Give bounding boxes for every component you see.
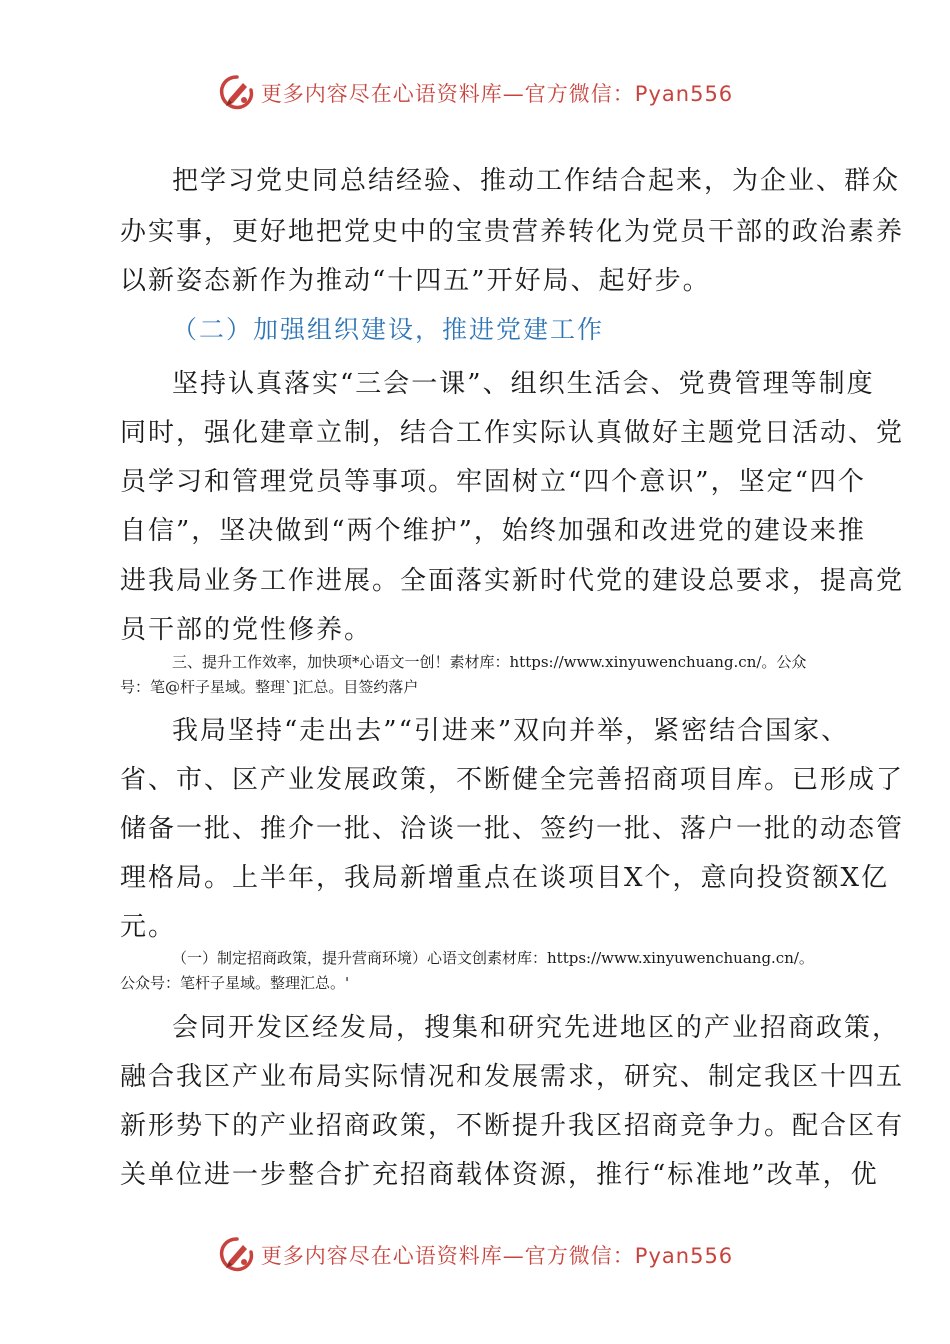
paragraph-line: 进我局业务工作进展。全面落实新时代党的建设总要求，提高党 <box>120 566 905 596</box>
subsection-title-small: 公众号：笔杆子星域。整理汇总。' <box>120 974 350 992</box>
subsection-title-small: （一）制定招商政策，提升营商环境）心语文创素材库：https://www.xinyuwenchuang.cn/。 <box>172 949 814 967</box>
paragraph-line: 融合我区产业布局实际情况和发展需求，研究、制定我区十四五 <box>120 1062 905 1092</box>
paragraph-line: 员学习和管理党员等事项。牢固树立“四个意识”，坚定“四个 <box>120 467 866 497</box>
section-title-small: 三、提升工作效率，加快项*心语文一创！素材库：https://www.xinyuwenchuang.cn/。公众 <box>172 653 807 671</box>
paragraph-line: 元。 <box>120 912 177 942</box>
paragraph-line: 以新姿态新作为推动“十四五”开好局、起好步。 <box>120 266 711 296</box>
paragraph-line: 自信”，坚决做到“两个维护”，始终加强和改进党的建设来推 <box>120 516 866 546</box>
paragraph-line: 关单位进一步整合扩充招商载体资源，推行“标准地”改革，优 <box>120 1160 879 1190</box>
paragraph-line: 员干部的党性修养。 <box>120 615 373 645</box>
paragraph-line: 会同开发区经发局，搜集和研究先进地区的产业招商政策， <box>172 1013 901 1043</box>
ink-pen-logo-icon <box>217 73 257 113</box>
paragraph-line: 储备一批、推介一批、洽谈一批、签约一批、落户一批的动态管 <box>120 814 905 844</box>
paragraph-line: 我局坚持“走出去”“引进来”双向并举，紧密结合国家、 <box>172 716 850 746</box>
watermark-banner-bottom <box>0 1232 950 1278</box>
paragraph-line: 理格局。上半年，我局新增重点在谈项目X个，意向投资额X亿 <box>120 863 890 893</box>
paragraph-line: 新形势下的产业招商政策，不断提升我区招商竞争力。配合区有 <box>120 1111 905 1141</box>
paragraph-line: 办实事，更好地把党史中的宝贵营养转化为党员干部的政治素养 <box>120 217 905 247</box>
watermark-text: 更多内容尽在心语资料库—官方微信：Pyan556 <box>260 82 734 106</box>
ink-pen-logo-icon <box>217 1235 257 1275</box>
paragraph-line: 省、市、区产业发展政策，不断健全完善招商项目库。已形成了 <box>120 765 905 795</box>
paragraph-line: 坚持认真落实“三会一课”、组织生活会、党费管理等制度 <box>172 369 875 399</box>
paragraph-line: 把学习党史同总结经验、推动工作结合起来，为企业、群众 <box>172 166 901 196</box>
section-title-small: 号：笔@杆子星域。整理`]汇总。目签约落户 <box>120 678 419 696</box>
watermark-text: 更多内容尽在心语资料库—官方微信：Pyan556 <box>260 1244 734 1268</box>
paragraph-line: 同时，强化建章立制，结合工作实际认真做好主题党日活动、党 <box>120 418 905 448</box>
watermark-banner-top <box>0 70 950 116</box>
section-heading: （二）加强组织建设，推进党建工作 <box>172 315 605 344</box>
